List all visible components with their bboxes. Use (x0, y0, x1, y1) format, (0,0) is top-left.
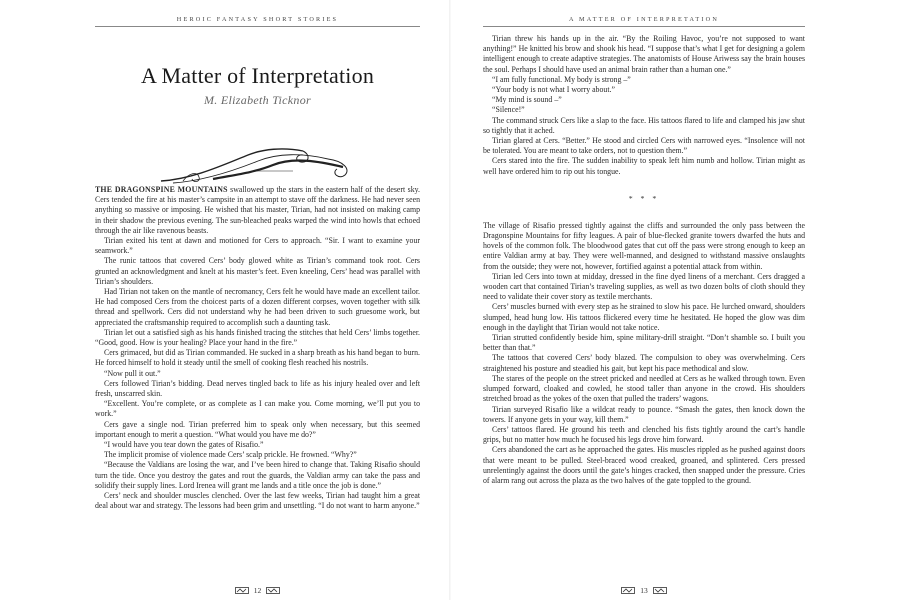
running-head-left: HEROIC FANTASY SHORT STORIES (95, 16, 420, 27)
paragraph: The village of Risafio pressed tightly against the cliffs and surrounded the only pass between the Dragonspine Mountains for fifty leagues. A pair of blue-flecked granite towers dwarfed the huts and hovels of the common folk. The bloodwood gates that cut off the pass were strong enough to keep an entire Valdian army at bay. They were well-manned, and designed to withstand massive onslaughts from the outside; they were not, however, fortified against a potential attack from within. (483, 220, 805, 271)
paragraph: The runic tattoos that covered Cers’ body glowed white as Tirian’s command took root. Cers grunted an acknowledgment and knelt at his master’s feet. Even kneeling, Cers’ head was parallel with Tirian’s shoulders. (95, 256, 420, 286)
paragraph: Tirian led Cers into town at midday, dressed in the fine dyed linens of a merchant. Cers dragged a wooden cart that contained Tirian’s traveling supplies, as well as two dozen bolts of cloth should they need to validate their cover story as textile merchants. (483, 271, 805, 302)
left-body-text (95, 185, 420, 512)
paragraph: “Because the Valdians are losing the war, and I’ve been hired to change that. Taking Risafio should turn the tide. Once you destroy the gates and rout the guards, the Valdian army can take the pass and solidify their supply lines. Lord Irenea will grant me lands and a title once the job is done.” (95, 460, 420, 490)
story-title: A Matter of Interpretation (140, 63, 375, 88)
page-number-right (450, 586, 900, 595)
paragraph: The tattoos that covered Cers’ body blazed. The compulsion to obey was overwhelming. Cers straightened his posture and steadied his gait, but kept his pace methodical and slow. (483, 353, 805, 373)
paragraph: “Excellent. You’re complete, or as complete as I can make you. Come morning, we’ll put you to work.” (95, 399, 420, 419)
paragraph: Cers’ tattoos flared. He ground his teeth and clenched his fists tightly around the cart’s handle grips, but no matter how much he focused his legs drove him forward. (483, 424, 805, 445)
paragraph: Cers grimaced, but did as Tirian commanded. He sucked in a sharp breath as his hand began to burn. He forced himself to hold it steady until the smell of cooking flesh reached his nostrils. (95, 348, 420, 368)
right-page (450, 0, 900, 600)
paragraph: Tirian glared at Cers. “Better.” He stood and circled Cers with narrowed eyes. “Insolence will not be tolerated. You are meant to take orders, not to question them.” (483, 136, 805, 156)
folio-ornament-icon (266, 587, 280, 594)
folio-ornament-icon (235, 587, 249, 594)
paragraph: “Now pull it out.” (104, 368, 161, 378)
paragraph: Cers stared into the fire. The sudden inability to speak left him numb and hollow. Tirian might as well have ordered him to rip out his tongue. (483, 156, 805, 176)
paragraph: Tirian exited his tent at dawn and motioned for Cers to approach. “Sir. I want to examine your seamwork.” (95, 236, 420, 256)
scene-break: * * * (628, 193, 660, 203)
page-number: 13 (640, 586, 648, 595)
page-number-left (0, 586, 450, 595)
paragraph: Cers abandoned the cart as he approached the gates. His muscles rippled as he pushed against doors that were meant to be pulled. Steel-braced wood creaked, groaned, and splintered. Cers pressed unrelentingly against the doors until the gate’s hinges cracked, then snapped under the pressure. Cries of alarm rang out across the plaza as the two halves of the gate toppled to the ground. (483, 445, 805, 485)
paragraph: The stares of the people on the street pricked and needled at Cers as he walked through town. Even slumped forward, cloaked and cowled, he stood taller than anyone in the crowd. His shoulders stretched broad as the yokes of the oxen that pulled the traders’ wagons. (483, 373, 805, 404)
paragraph: “Silence!” (492, 105, 525, 115)
paragraph: The command struck Cers like a slap to the face. His tattoos flared to life and clamped his jaw shut so tightly that it ached. (483, 115, 805, 135)
paragraph: THE DRAGONSPINE MOUNTAINS swallowed up the stars in the eastern half of the desert sky. Cers tended the fire at his master’s campsite in an attempt to stave off the darkness. He had never seen anything so massive or imposing. He wished that his master, Tirian, had not insisted on making camp in their shadow the previous evening. The sun-bleached peaks warped the wind into howls that echoed through the air like ravenous beasts. (95, 185, 420, 235)
paragraph: “Your body is not what I worry about.” (492, 85, 615, 95)
paragraph: Cers gave a single nod. Tirian preferred him to speak only when necessary, but this seemed important enough to merit a question. “What would you have me do?” (95, 419, 420, 439)
paragraph: “My mind is sound –” (492, 95, 562, 105)
title-block (95, 65, 420, 185)
running-head-right: A MATTER OF INTERPRETATION (483, 16, 805, 27)
paragraph: Cers followed Tirian’s bidding. Dead nerves tingled back to life as his injury healed over and left fresh, unscarred skin. (95, 378, 420, 399)
flourish-ornament-icon (153, 145, 363, 187)
paragraph: Tirian let out a satisfied sigh as his hands finished tracing the stitches that held Cers’ limbs together. “Good, good. How is your healing? Place your hand in the fire.” (95, 327, 420, 348)
paragraph: The implicit promise of violence made Cers’ scalp prickle. He frowned. “Why?” (104, 450, 357, 460)
paragraph: Cers’ neck and shoulder muscles clenched. Over the last few weeks, Tirian had taught him a great deal about war and strategy. The lessons had been grim and unsettling. “I do not want to harm anyone.” (95, 491, 420, 511)
right-body-text-bottom (483, 221, 805, 486)
paragraph: Cers’ muscles burned with every step as he strained to slow his pace. He lurched onward, shoulders slumped, head hung low. His tattoos flickered every time he hesitated. He hoped the glow was dim enough in the daylight that Tirian would not take notice. (483, 302, 805, 332)
paragraph: Tirian surveyed Risafio like a wildcat ready to pounce. “Smash the gates, then knock down the towers. If anyone gets in your way, kill them.” (483, 404, 805, 424)
lead-in: THE DRAGONSPINE MOUNTAINS (95, 185, 228, 194)
folio-ornament-icon (653, 587, 667, 594)
folio-ornament-icon (621, 587, 635, 594)
paragraph: “I am fully functional. My body is strong –” (492, 74, 631, 84)
paragraph: Had Tirian not taken on the mantle of necromancy, Cers felt he would have made an excellent tailor. He had composed Cers from the choicest parts of a dozen different corpses, woven together with silk thread and spellwork. Cers did not understand why he had been driven to such gruesome work, but appreciated the craftsmanship required to accomplish such a daunting task. (95, 287, 420, 327)
page-number: 12 (253, 586, 262, 595)
right-body-text-top (483, 34, 805, 177)
paragraph: Tirian strutted confidently beside him, spine military-drill straight. “Don’t shamble so. I built you better than that.” (483, 333, 805, 353)
paragraph: Tirian threw his hands up in the air. “By the Roiling Havoc, you’re not supposed to want anything!” He knitted his brow and shook his head. “I suppose that’s what I get for designing a golem intelligent enough to create adaptive strategies. The anatomists of House Ariwess say the brain houses the soul. Perhaps I should have used an animal brain rather than a human one.” (483, 34, 805, 74)
paragraph: “I would have you tear down the gates of Risafio.” (104, 440, 264, 450)
story-author: M. Elizabeth Ticknor (204, 93, 311, 107)
